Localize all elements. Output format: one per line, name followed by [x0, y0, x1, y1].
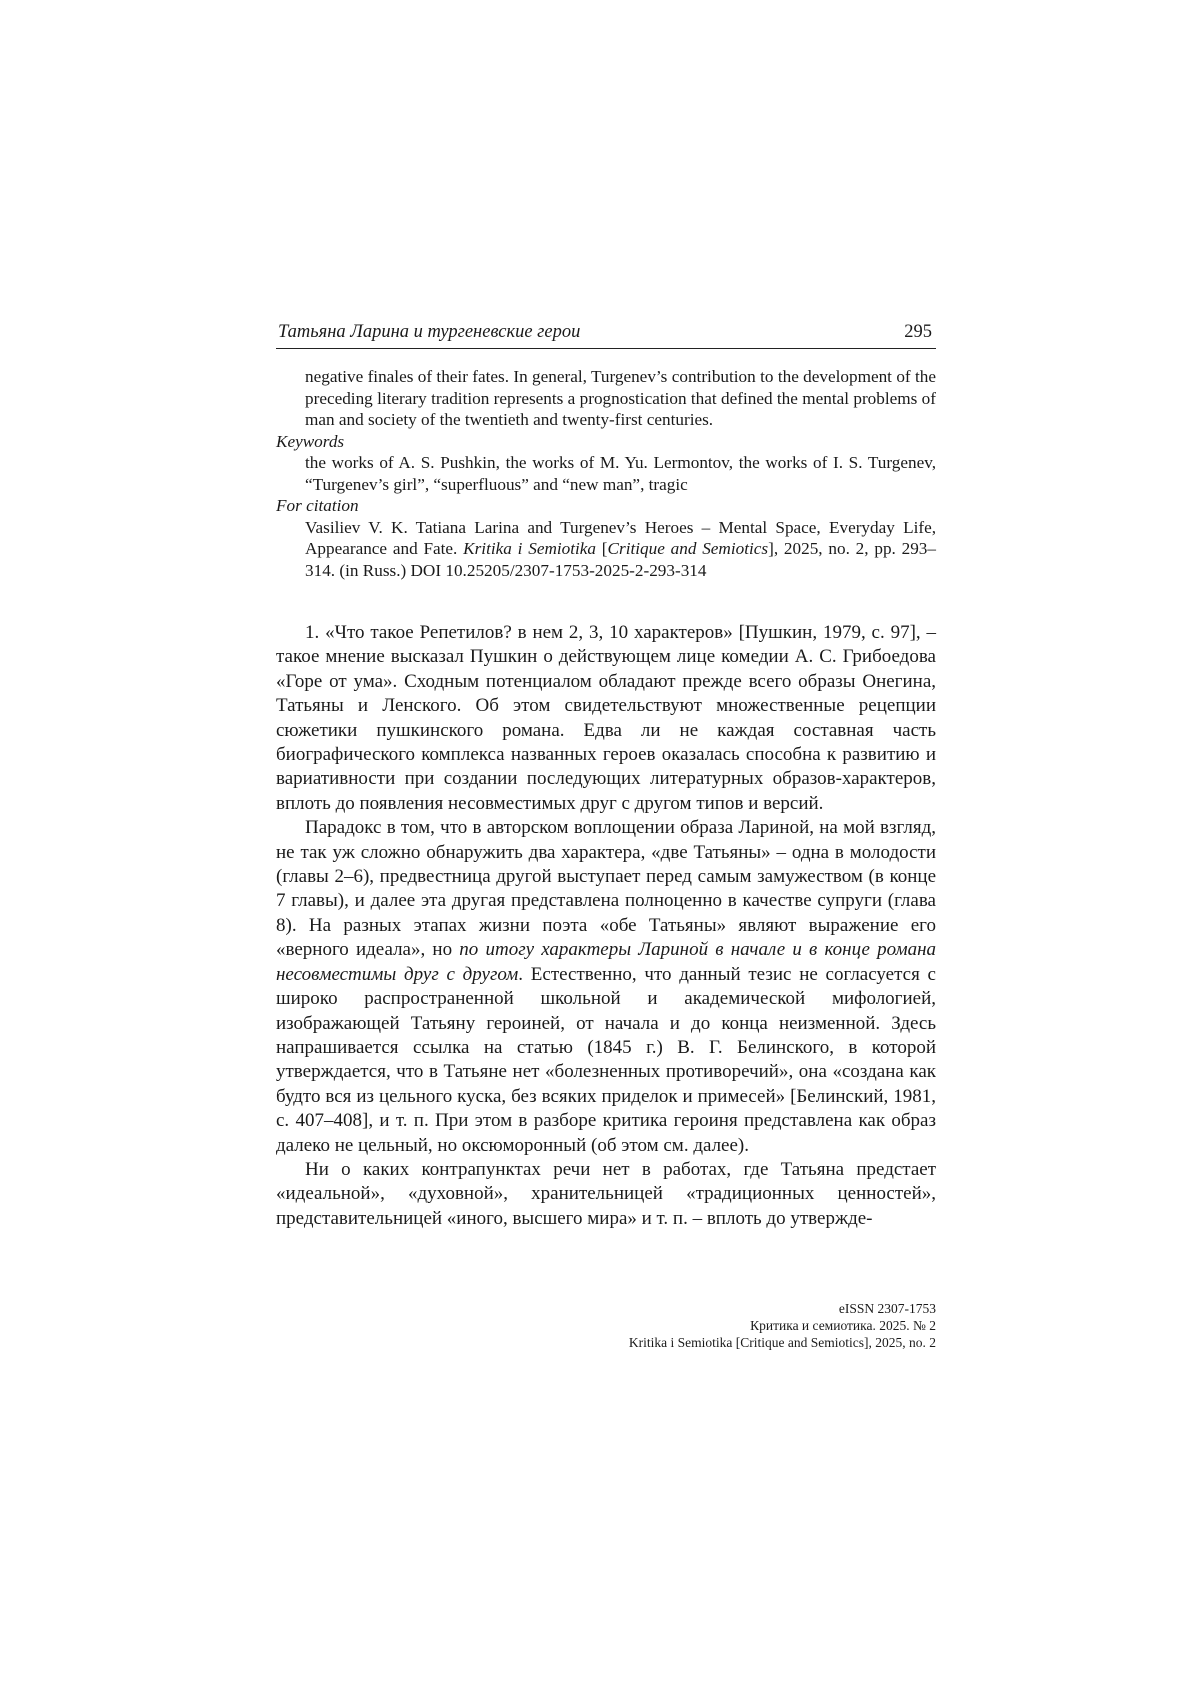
footer-journal-en: Kritika i Semiotika [Critique and Semiotics], 2025, no. 2 — [628, 1335, 936, 1350]
p2-italic: по итогу характеры Лариной в начале и в конце романа несовместимы друг с другом — [276, 939, 936, 985]
body-paragraph-2 — [276, 816, 936, 1158]
keywords-text: the works of A. S. Pushkin, the works of M. Yu. Lermontov, the works of I. S. Turgenev, “Turgenev’s girl”, “superfluous” and “new man”, tragic — [305, 453, 936, 494]
citation-label: For citation — [276, 496, 359, 515]
p2-part2: . Естественно, что данный тезис не согласуется с широко распространенной школьной и академической мифологией, изображающей Татьяну героиней, от начала и до конца неизменной. Здесь напрашивается ссылка на статью (1845 г.) В. Г. Белинского, в которой утверждается, что в Татьяне нет «болезненных противоречий», она «создана как будто вся из цельного куска, без всяких приделок и примесей» [Белинский, 1981, с. 407–408], и т. п. При этом в разборе критика героиня представлена как образ далеко не цельный, но оксюморонный (об этом см. далее). — [276, 963, 936, 1156]
article-body — [276, 621, 936, 1231]
citation-text — [305, 517, 936, 582]
p2-part1: Парадокс в том, что в авторском воплощении образа Лариной, на мой взгляд, не так уж сложно обнаружить два характера, «две Татьяны» – одна в молодости (главы 2–6), предвестница другой выступает перед самым замужеством (в конце 7 главы), и далее эта другая представлена полноценно в качестве супруги (глава 8). На разных этапах жизни поэта «обе Татьяны» являют выражение его «верного идеала», но — [276, 817, 936, 961]
footer-journal-ru: Критика и семиотика. 2025. № 2 — [750, 1318, 936, 1333]
page-number: 295 — [904, 322, 932, 342]
citation-part3: ], 2025, no. 2, pp. 293–314. (in Russ.) DOI 10.25205/2307-1753-2025-2-293-314 — [305, 539, 936, 580]
abstract-continuation: negative finales of their fates. In general, Turgenev’s contribution to the development of the preceding literary tradition represents a prognostication that defined the mental problems of man and society of the twentieth and twenty-first centuries. — [305, 367, 936, 429]
citation-part1: Vasiliev V. K. Tatiana Larina and Turgenev’s Heroes – Mental Space, Everyday Life, Appearance and Fate. — [305, 517, 936, 558]
citation-journal-en: Critique and Semiotics — [607, 539, 769, 558]
page-footer — [500, 1300, 936, 1351]
citation-part2: [ — [596, 539, 608, 558]
abstract-section — [276, 366, 936, 581]
body-paragraph-3: Ни о каких контрапунктах речи нет в работах, где Татьяна предстает «идеальной», «духовной», хранительницей «традиционных ценностей», представительницей «иного, высшего мира» и т. п. – вплоть до утвержде- — [276, 1158, 936, 1229]
citation-journal: Kritika i Semiotika — [463, 539, 597, 558]
running-title: Татьяна Ларина и тургеневские герои — [278, 322, 581, 342]
footer-eissn: eISSN 2307-1753 — [838, 1301, 936, 1316]
body-paragraph-1: 1. «Что такое Репетилов? в нем 2, 3, 10 характеров» [Пушкин, 1979, с. 97], – такое мнение высказал Пушкин о действующем лице комедии А. С. Грибоедова «Горе от ума». Сходным потенциалом обладают прежде всего образы Онегина, Татьяны и Ленского. Об этом свидетельствуют множественные рецепции сюжетики пушкинского романа. Едва ли не каждая составная часть биографического комплекса названных героев оказалась способна к развитию и вариативности при создании последующих литературных образов-характеров, вплоть до появления несовместимых друг с другом типов и версий. — [276, 622, 936, 814]
keywords-label: Keywords — [276, 431, 345, 451]
running-header — [276, 322, 936, 349]
